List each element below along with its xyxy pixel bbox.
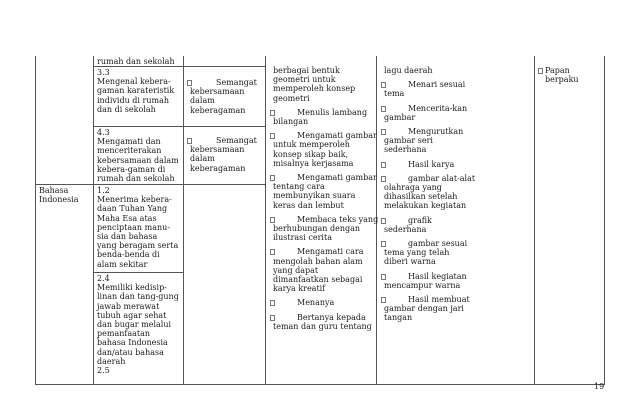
kd-cell — [97, 68, 174, 114]
kd-cell — [97, 57, 175, 66]
col_assess-line: lagu daerah — [384, 66, 433, 75]
kd-line: bahasa Indonesia — [97, 338, 168, 348]
table-border — [93, 272, 183, 273]
kd-line: linan dan tang-gung — [97, 292, 179, 302]
table-border — [35, 384, 605, 385]
col_activity-line: membunyikan suara — [273, 191, 356, 201]
character-line: kebersamaan — [190, 145, 245, 155]
col_assess-line: tema yang telah — [384, 248, 450, 258]
kd-cell — [97, 274, 179, 375]
checkbox-bullet-icon — [270, 175, 275, 181]
kd-line: benda-benda di — [97, 250, 160, 260]
col_activity-line: Bertanya kepada — [297, 312, 366, 322]
kd-line: Menerima kebera- — [97, 195, 172, 205]
kd-line: tubuh agar sehat — [97, 310, 167, 320]
checkbox-bullet-icon — [187, 138, 192, 144]
kd-line: daerah — [97, 356, 126, 366]
source-line: berpaku — [545, 75, 579, 85]
col_assess-line: grafik — [408, 215, 432, 225]
col_assess-line: gambar dengan jari — [384, 304, 464, 314]
col_activity-line: dimanfaatkan sebagai — [273, 275, 363, 285]
col_assess-line: Hasil kegiatan — [408, 271, 467, 281]
table-border — [265, 56, 266, 384]
col_assess-line: Mencerita-kan — [408, 103, 468, 113]
checkbox-bullet-icon — [381, 162, 386, 168]
character-line: keberagaman — [190, 105, 246, 115]
table-border — [604, 56, 605, 384]
checkbox-bullet-icon — [381, 176, 386, 182]
subject-line: Indonesia — [39, 195, 79, 205]
col_activity-line: misalnya kerjasama — [273, 158, 354, 168]
checkbox-bullet-icon — [270, 133, 275, 139]
kd-line: dan bugar melalui — [97, 320, 172, 330]
kd-line: jawab merawat — [97, 301, 160, 311]
kd-line: rumah dan sekolah — [97, 174, 175, 184]
source-line: Papan — [545, 66, 570, 75]
table-border — [534, 56, 535, 384]
col_activity-line: untuk memperoleh — [273, 140, 350, 150]
checkbox-bullet-icon — [187, 80, 192, 86]
kd-line: dan di sekolah — [97, 104, 156, 114]
character-cell — [187, 136, 257, 173]
subject-line: Bahasa — [39, 186, 69, 195]
col_assess-line: gambar sesuai — [408, 239, 468, 249]
col_activity-line: Membaca teks yang — [297, 214, 379, 224]
kd-line: kebersamaan dalam — [97, 155, 179, 165]
col_activity-line: Menulis lambang — [297, 107, 368, 117]
checkbox-bullet-icon — [381, 82, 386, 88]
table-border — [93, 126, 265, 127]
kd-line: 1.2 — [97, 186, 110, 195]
col_assess-line: gambar seri — [384, 136, 433, 146]
col_activity-line: Mengamati gambar — [297, 131, 377, 141]
checkbox-bullet-icon — [538, 68, 543, 74]
col_activity-line: Mengamati cara — [297, 247, 364, 257]
col_activity-line: geometri untuk — [273, 75, 336, 85]
col_assess-line: dihasilkan setelah — [384, 192, 458, 202]
kd-line: Maha Esa atas — [97, 213, 157, 223]
kd-line: sia dan bahasa — [97, 232, 158, 242]
col_assess-line: Hasil karya — [408, 159, 455, 169]
character-line: kebersamaan — [190, 87, 245, 97]
kd-line: individu di rumah — [97, 95, 169, 105]
col_activity-line: teman dan guru tentang — [273, 321, 372, 331]
col_assess-line: melakukan kegiatan — [384, 201, 467, 211]
col_activity-line: yang dapat — [273, 265, 319, 275]
table-border — [35, 184, 265, 185]
assessment-cell — [381, 66, 475, 323]
kd-line: 2.4 — [97, 274, 110, 283]
kd-line: rumah dan sekolah — [97, 57, 175, 66]
col_activity-line: mengolah bahan alam — [273, 256, 363, 266]
col_activity-line: keras dan lembut — [273, 200, 344, 210]
source-cell — [538, 66, 579, 84]
checkbox-bullet-icon — [270, 315, 275, 321]
checkbox-bullet-icon — [270, 249, 275, 255]
kd-line: yang beragam serta — [97, 241, 179, 251]
kd-line: Mengenal kebera- — [97, 77, 171, 87]
kd-line: kebera-gaman di — [97, 164, 166, 174]
col_assess-line: Menari sesuai — [408, 80, 466, 90]
checkbox-bullet-icon — [270, 300, 275, 306]
col_assess-line: gambar alat-alat — [408, 173, 476, 183]
col_activity-line: tentang cara — [273, 182, 325, 192]
kd-cell — [97, 186, 178, 269]
col_assess-line: gambar — [384, 112, 416, 122]
page-number: 19 — [594, 382, 605, 391]
checkbox-bullet-icon — [381, 297, 386, 303]
kd-line: 2.5 — [97, 366, 110, 376]
col_activity-line: Mengamati gambar — [297, 173, 377, 183]
kd-line: gaman karateristik — [97, 86, 175, 96]
character-line: Semangat — [216, 78, 257, 87]
kd-line: penciptaan manu- — [97, 222, 170, 232]
kd-cell — [97, 128, 179, 183]
col_activity-line: konsep sikap baik, — [273, 149, 349, 159]
table-border — [35, 56, 36, 384]
character-line: dalam — [190, 96, 215, 106]
checkbox-bullet-icon — [381, 218, 386, 224]
kd-line: alam sekitar — [97, 259, 148, 269]
checkbox-bullet-icon — [270, 217, 275, 223]
col_assess-line: tangan — [384, 313, 413, 323]
checkbox-bullet-icon — [381, 129, 386, 135]
col_activity-line: bilangan — [273, 117, 309, 127]
kd-line: Mengamati dan — [97, 137, 161, 147]
checkbox-bullet-icon — [381, 106, 386, 112]
col_activity-line: ilustrasi cerita — [273, 233, 332, 243]
col_assess-line: sederhana — [384, 145, 427, 155]
kd-line: Memiliki kedisip- — [97, 283, 167, 293]
col_activity-line: berbagai bentuk — [273, 66, 340, 75]
character-line: keberagaman — [190, 163, 246, 173]
checkbox-bullet-icon — [381, 241, 386, 247]
kd-line: 4.3 — [97, 128, 110, 137]
col_activity-line: Menanya — [297, 298, 335, 308]
character-cell — [187, 78, 257, 115]
subject-cell — [39, 186, 79, 204]
col_activity-line: geometri — [273, 93, 310, 103]
col_assess-line: tema — [384, 89, 405, 99]
table-border — [183, 56, 184, 384]
col_assess-line: diberi warna — [384, 257, 436, 267]
col_assess-line: sederhana — [384, 224, 427, 234]
checkbox-bullet-icon — [270, 110, 275, 116]
kd-line: daan Tuhan Yang — [97, 204, 168, 214]
checkbox-bullet-icon — [381, 274, 386, 280]
col_assess-line: Mengurutkan — [408, 127, 464, 137]
character-line: dalam — [190, 154, 215, 164]
col_activity-line: karya kreatif — [273, 284, 326, 294]
col_activity-line: berhubungan dengan — [273, 224, 361, 234]
kd-line: 3.3 — [97, 68, 110, 77]
table-border — [93, 56, 94, 384]
character-line: Semangat — [216, 136, 257, 145]
kd-line: dan/atau bahasa — [97, 347, 164, 357]
col_assess-line: olahraga yang — [384, 183, 442, 193]
col_assess-line: mencampur warna — [384, 280, 461, 290]
col_activity-line: memperoleh konsep — [273, 84, 356, 94]
kd-line: pemanfaatan — [97, 329, 150, 339]
activity-cell — [270, 66, 378, 331]
kd-line: menceriterakan — [97, 146, 162, 156]
col_assess-line: Hasil membuat — [408, 295, 470, 305]
